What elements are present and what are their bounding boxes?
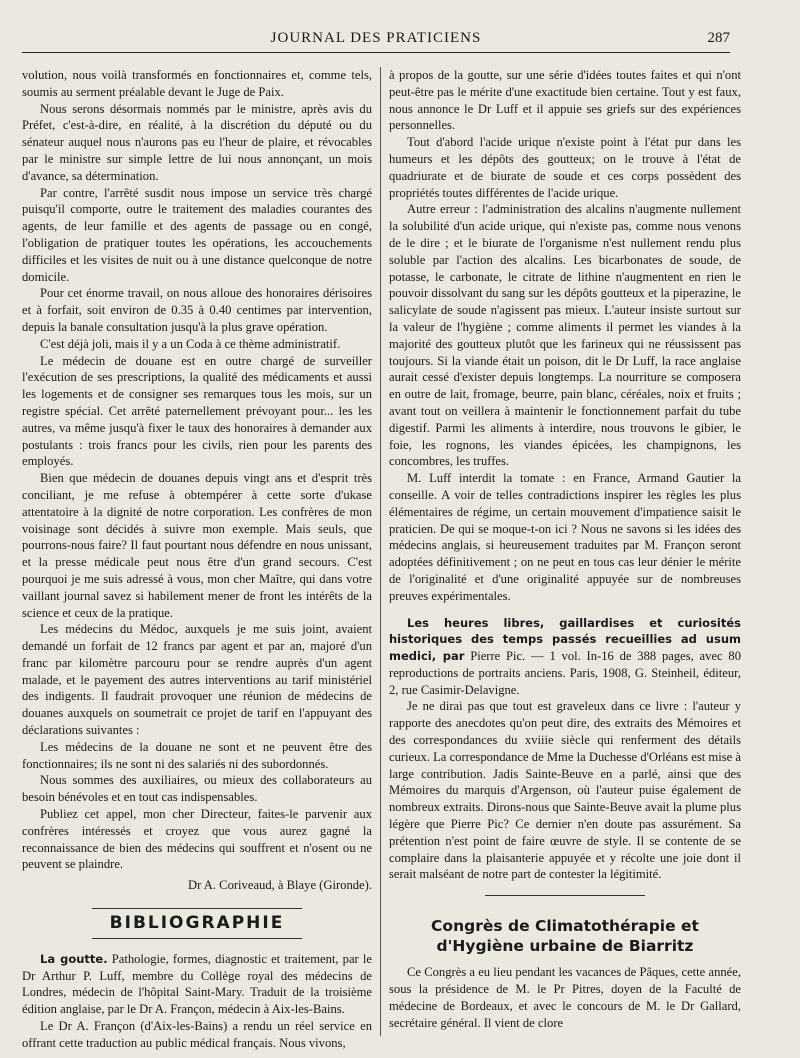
congres-title: Congrès de Climatothérapie et d'Hygiène urbaine de Biarritz	[431, 917, 699, 956]
paragraph: Bien que médecin de douanes depuis vingt ans et d'esprit très conciliant, je me refuse à obtempérer à cette sorte d'ukase attentatoire à la dignité de notre corporation. Les confrères de mon voisinage sont décidés à suivre mon exemple. Mais seuls, que pourrons-nous faire? Il faut pourtant nous défendre en nous unissant, et la presse médicale peut nous être d'un grand secours. C'est pourquoi je me suis adressé à vous, mon cher Maître, qui dans votre vaillant journal savez si habilement mener de front les intérêts de la science et ceux de la pratique.	[22, 471, 372, 620]
right-column	[389, 67, 741, 1036]
paragraph: Par contre, l'arrêté susdit nous impose un service très chargé puisqu'il comporte, outre le traitement des maladies courantes des agents, de leur famille et des agents de passage ou en congé, l'obligation de pratiquer toutes les opérations, les accouchements difficiles et les visites de nuit ou à une distance quelconque de notre domicile.	[22, 185, 372, 284]
paragraph: à propos de la goutte, sur une série d'idées toutes faites et qui n'ont peut-être pas le mérite d'une exactitude bien certaine. Tout y est faux, nous annonce le Dr Luff et il appuie ses griefs sur des expériences personnelles.	[389, 68, 741, 133]
paragraph: Nous serons désormais nommés par le ministre, après avis du Préfet, c'est-à-dire, en réalité, à la discrétion du député ou du sénateur auquel nous n'aurons pas eu l'heur de plaire, et révocables par le ministre sur simple lettre de lui nous annonçant, un mois d'avance, sa détermination.	[22, 101, 372, 183]
journal-title: JOURNAL DES PRATICIENS	[270, 30, 482, 46]
page-header	[22, 30, 730, 53]
book-details: Pathologie, formes, diagnostic et traitement, par le Dr Arthur P. Luff, membre du Collège royal des médecins de Londres, médecin de l'hôpital Saint-Mary. Traduit de la troisième édition anglaise, par le Dr A. Françon, médecin à Aix-les-Bains.	[22, 951, 372, 1017]
paragraph: Autre erreur : l'administration des alcalins n'augmente nullement la solubilité d'un acide urique, qui n'existe pas, comme nous venons de le dire ; et le biurate de l'organisme n'est nullement rendu plus soluble par l'action des alcalins. Les bicarbonates de soude, de potasse, le carbonate, le citrate de lithine n'augmentent en rien le pouvoir dissolvant du sang sur les dépôts goutteux et la piperazine, le salicylate de soude n'agissent pas mieux. L'auteur insiste surtout sur la valeur de l'hygiène ; comme aliments il permet les viandes à la majorité des goutteux plutôt que les farineux qui ne réussissent pas toujours. Si la viande était un poison, dit le Dr Luff, la race anglaise aurait cessé d'exister depuis longtemps. La nourriture se composera en outre de lait, fromage, beurre, pain blanc, céréales, noix et fruits ; avant tout on veillera à maintenir le fonctionnement parfait du tube digestif. Parmi les aliments à interdire, nous trouvons le gibier, le foie, les rognons, les viandes épicées, les champignons, les concombres, les truffes.	[389, 202, 741, 469]
paragraph: Le Dr A. Françon (d'Aix-les-Bains) a rendu un réel service en offrant cette traduction au public médical français. Nous vivons,	[22, 1019, 372, 1050]
book-title: La goutte.	[40, 951, 108, 966]
paragraph: Les médecins de la douane ne sont et ne peuvent être des fonctionnaires; ils ne sont ni des salariés ni des subordonnés.	[22, 739, 372, 771]
paragraph: volution, nous voilà transformés en fonctionnaires et, comme tels, soumis au serment préalable devant le Juge de Paix.	[22, 68, 372, 99]
book-title: Les heures libres, gaillardises et curiosités historiques des temps passés recueillies ad usum medici, par	[389, 615, 741, 664]
page-number: 287	[707, 30, 730, 46]
paragraph: Je ne dirai pas que tout est graveleux dans ce livre : l'auteur y rapporte des anecdotes qu'on peut dire, des extraits des Mémoires et des correspondances du xviiie siècle qui renferment des détails curieux. La correspondance de Mme la Duchesse d'Orléans est mise à large contribution. Jadis Sainte-Beuve en a parlé, ainsi que des Mémoires du marquis d'Argenson, où l'auteur puise également de nombreux extraits. Dirons-nous que Sainte-Beuve avait la plume plus légère que Pierre Pic? Ce dernier n'en doute pas assurément. Sa prétention n'est point de faire œuvre de style. Il se contente de se complaire dans la plaisanterie appuyée et y récolte une joie dont il serait malséant de notre part de contester la légitimité.	[389, 699, 741, 882]
paragraph: C'est déjà joli, mais il y a un Coda à ce thème administratif.	[40, 336, 341, 351]
heading-rule	[92, 908, 302, 909]
paragraph: Publiez cet appel, mon cher Directeur, faites-le parvenir aux confrères intéressés et croyez que vous aurez gagné la reconnaissance de bien des médecins qui souffrent et n'osent ou ne peuvent se plaindre.	[22, 807, 372, 872]
book-entry	[22, 951, 372, 1018]
bibliography-heading	[22, 908, 372, 939]
column-divider	[380, 67, 381, 1036]
heading-rule	[92, 938, 302, 939]
book-entry	[389, 615, 741, 699]
paragraph: M. Luff interdit la tomate : en France, Armand Gautier la conseille. A voir de telles contradictions inspirer les règles les plus élémentaires de régime, un certain mouvement d'impatience saisit le praticien. De qui se moque-t-on ici ? Nous ne savons si les idées des médecins anglais, si heureusement traduites par M. Françon seront adoptées définitivement ; on ne peut en tous cas leur dénier le mérite de l'originalité et d'une originalité appuyée sur de nombreuses preuves expérimentales.	[389, 471, 741, 603]
signature: Dr A. Coriveaud, à Blaye (Gironde).	[188, 878, 372, 893]
paragraph: Tout d'abord l'acide urique n'existe point à l'état pur dans les humeurs et les dépôts des goutteux; on le trouve à l'état de quadriurate et de biurate de soude et ces corps possèdent des propriétés toutes différentes de l'acide urique.	[389, 135, 741, 200]
paragraph: Ce Congrès a eu lieu pendant les vacances de Pâques, cette année, sous la présidence de M. le Pr Pitres, doyen de la Faculté de médecine de Bordeaux, et avec le concours de M. le Dr Gallard, secrétaire général. Il vient de clore	[389, 965, 741, 1030]
section-separator	[485, 895, 645, 896]
paragraph: Pour cet énorme travail, on nous alloue des honoraires dérisoires et à forfait, soit environ de 0.35 à 0.40 centimes par intervention, depuis la banale consultation jusqu'à la plus grave opération.	[22, 286, 372, 334]
book-details: Pierre Pic. — 1 vol. In-16 de 388 pages, avec 80 reproductions de portraits anciens. Paris, 1908, G. Steinheil, éditeur, 2, rue Casimir-Delavigne.	[389, 649, 741, 697]
paragraph: Les médecins du Médoc, auxquels je me suis joint, avaient demandé un forfait de 12 francs par agent et par an, majoré d'un franc par kilomètre parcouru pour se rendre auprès d'un agent malade, et le payement des autres interventions au tarif ministériel des indigents. Il faudrait provoquer une réunion de médecins de douanes auxquels on soumetrait ce projet de tarif en l'appuyant des déclarations suivantes :	[22, 622, 372, 738]
left-column	[22, 67, 372, 1050]
paragraph: Le médecin de douane est en outre chargé de surveiller l'exécution de ses prescriptions, la qualité des médicaments et aussi les logements et de consigner ses remarques tous les mois, sur un registre spécial. Cet arrêté paternellement prévoyant pour... les les autres, va même jusqu'à fixer le taux des honoraires à demander aux postulants : trois francs pour les civils, rien pour les parents des employés.	[22, 353, 372, 469]
paragraph: Nous sommes des auxiliaires, ou mieux des collaborateurs au besoin bénévoles et en tout cas indispensables.	[22, 773, 372, 805]
section-heading-text: BIBLIOGRAPHIE	[109, 913, 285, 934]
